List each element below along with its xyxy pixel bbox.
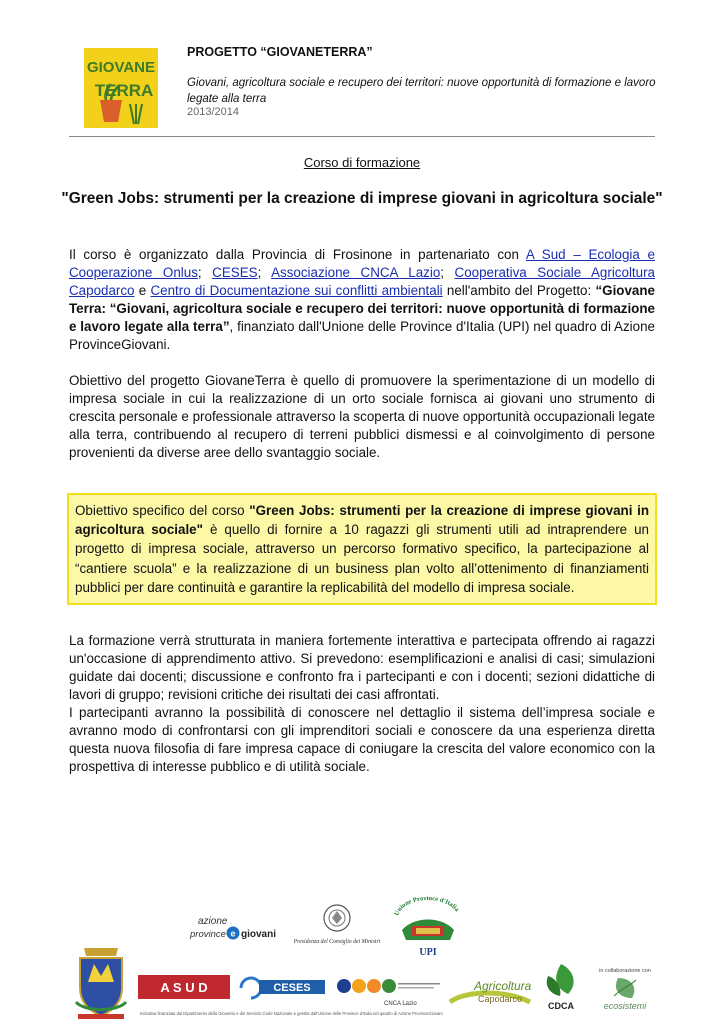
asud-logo (138, 975, 230, 999)
box-text-2: è quello di fornire a 10 ragazzi gli strumenti utili ad intraprendere un progetto di impresa sociale, attraverso un percorso formativo specifico, la partecipazione al “cantiere scuola” e la realizzazione di un business plan volto all’ottenimento di finanziamenti pubblici per dare continuità e garantire la replicabilità del modello di impresa sociale. (75, 522, 649, 595)
upi-logo (392, 896, 464, 960)
participants-paragraph: I partecipanti avranno la possibilità di conoscere nel dettaglio il sistema dell’impresa sociale e avranno modo di confrontarsi con gli imprenditori sociali e conoscere da una esperienza diretta questa nuova filosofia di fare impresa capace di coniugare la crescita del valore economico con la prospettiva di interesse pubblico e di utilità sociale. (69, 705, 655, 774)
header-divider (69, 136, 655, 137)
cdca-logo (540, 962, 582, 1012)
course-label: Corso di formazione (303, 155, 421, 170)
agricoltura-text: Agricoltura (474, 979, 532, 993)
capodarco-text: Capodarco (478, 994, 523, 1004)
objective-paragraph: Obiettivo del progetto GiovaneTerra è quello di promuovere la sperimentazione di un modello di impresa sociale in cui la realizzazione di un orto sociale fornisca ai giovani uno strumento di crescita personale e professionale attraverso la scoperta di nuove opportunità occupazionali legate alla terra, contribuendo al recupero di terreni pubblici dismessi e al coinvolgimento di persone provenienti da diverse aree dello svantaggio sociale. (69, 373, 655, 460)
link-asud[interactable]: A Sud – Ecologia e Cooperazione Onlus (69, 247, 655, 280)
link-ceses[interactable]: CESES (212, 265, 258, 280)
box-text-1: Obiettivo specifico del corso (75, 503, 250, 518)
intro-paragraph (69, 246, 655, 354)
box-course-title: "Green Jobs: strumenti per la creazione di imprese giovani in agricoltura sociale" (75, 503, 649, 538)
ecosistemi-text: ecosistemi (603, 1001, 647, 1011)
cdca-text: CDCA (548, 1001, 574, 1011)
separator: ; (197, 265, 213, 280)
province-text: province (190, 929, 226, 940)
presidenza-text: Presidenza del Consiglio dei Ministri (293, 939, 381, 945)
ecosistemi-logo (594, 966, 656, 1012)
presidenza-logo (290, 902, 385, 948)
intro-text-2: nell'ambito del Progetto: (442, 283, 596, 298)
footer-fine-print: Iniziativa finanziata dal Dipartimento della Gioventù e del Servizio Civile Nazionale e gestita dall'Unione delle Province d'Italia nel quadro di Azione ProvinceGiovani (140, 1011, 443, 1016)
collab-text: in collaborazione con (599, 968, 651, 974)
agricoltura-capodarco-logo (446, 972, 534, 1010)
svg-text:e: e (230, 928, 236, 939)
cnca-lazio-logo (334, 975, 444, 1009)
project-subtitle: Giovani, agricoltura sociale e recupero dei territori: nuove opportunità di formazione e lavoro legate alla terra (187, 77, 656, 105)
asud-text: A S U D (160, 980, 208, 995)
giovani-text: giovani (241, 929, 277, 940)
intro-text-3: , finanziato dall'Unione delle Province d'Italia (UPI) nel quadro di Azione ProvinceGiovani. (69, 319, 655, 352)
cnca-text: CNCA Lazio (384, 1001, 417, 1007)
logo-top-text: GIOVANE (86, 59, 156, 76)
course-title: "Green Jobs: strumenti per la creazione di imprese giovani in agricoltura sociale" (61, 190, 663, 207)
azione-provincegiovani-logo (188, 912, 280, 942)
link-cnca-lazio[interactable]: Associazione CNCA Lazio (271, 265, 441, 280)
upi-text: UPI (419, 947, 437, 958)
specific-objective-box (67, 493, 657, 605)
project-name-bold: “Giovane Terra: “Giovani, agricoltura sociale e recupero dei territori: nuove opportunità di formazione e lavoro legate alla terra” (69, 283, 656, 334)
svg-text:Unione Province d'Italia (393, 896, 460, 917)
intro-text-1: Il corso è organizzato dalla Provincia di Frosinone in partenariato con (69, 247, 526, 262)
separator: ; (257, 265, 272, 280)
link-cdca[interactable]: Centro di Documentazione sui conflitti ambientali (150, 283, 443, 298)
separator: e (134, 283, 151, 298)
project-year: 2013/2014 (187, 106, 239, 118)
separator: ; (440, 265, 455, 280)
azione-text: azione (198, 916, 228, 927)
ceses-logo (237, 974, 329, 1002)
link-agricoltura-capodarco[interactable]: Cooperativa Sociale Agricoltura Capodarco (69, 265, 655, 298)
project-title: PROGETTO “GIOVANETERRA” (187, 45, 373, 59)
giovaneterra-logo (84, 48, 158, 128)
ceses-text: CESES (273, 982, 311, 994)
provincia-frosinone-crest (70, 942, 132, 1022)
upi-arc-text: Unione Province d'Italia (393, 896, 461, 917)
logo-bottom-text: TERRA (94, 81, 154, 100)
training-paragraph: La formazione verrà strutturata in maniera fortemente interattiva e partecipata offrendo ai ragazzi un'occasione di apprendimento attivo. Si prevedono: esemplificazioni e analisi di casi; simulazioni guidate dai docenti; discussione e confronto fra i partecipanti e con i docenti; sezioni didattiche di lavori di gruppo; revisioni critiche dei risultati dei casi affrontati. (69, 633, 655, 702)
